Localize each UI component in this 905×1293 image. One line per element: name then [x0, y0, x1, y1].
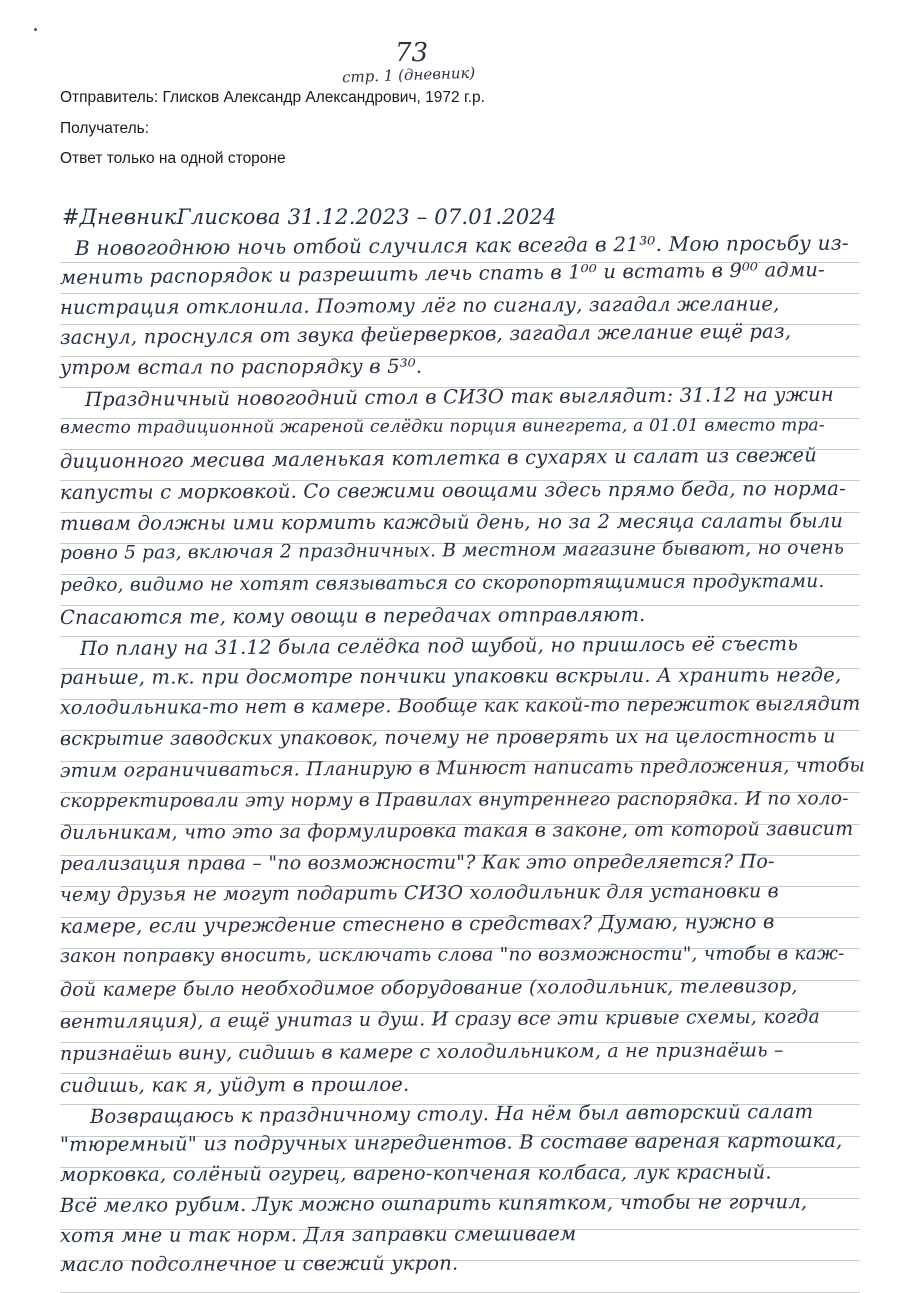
diary-line: заснул, проснулся от звука фейерверков, загадал желание ещё раз, — [59, 319, 792, 349]
diary-line: Спасаются те, кому овощи в передачах отправляют. — [59, 602, 646, 629]
diary-line: признаёшь вину, сидишь в камере с холодильником, а не признаёшь – — [59, 1039, 784, 1065]
diary-line: хотя мне и так норм. Для заправки смешиваем — [59, 1222, 577, 1247]
diary-line: утром встал по распорядку в 5³⁰. — [59, 354, 423, 379]
diary-line: масло подсолнечное и свежий укроп. — [59, 1251, 459, 1276]
diary-line: Праздничный новогодний стол в СИЗО так выглядит: 31.12 на ужин — [84, 382, 834, 411]
diary-line: тивам должны ими кормить каждый день, но за 2 месяца салаты были — [59, 509, 844, 535]
diary-line: морковка, солёный огурец, варено-копченая колбаса, лук красный. — [59, 1160, 772, 1186]
diary-line: реализация права – "по возможности"? Как это определяется? По- — [59, 850, 775, 875]
ruled-line — [60, 1292, 860, 1293]
diary-line: дой камере было необходимое оборудование (холодильник, телевизор, — [59, 975, 798, 1001]
diary-line: камере, если учреждение стеснено в средствах? Думаю, нужно в — [59, 910, 775, 938]
diary-line: диционного месива маленькая котлетка в сухарях и салат из свежей — [59, 443, 818, 473]
page-number: 73 — [395, 38, 429, 68]
reply-note-line: Ответ только на одной стороне — [60, 150, 286, 167]
page-note: стр. 1 (дневник) — [341, 63, 476, 87]
diary-line: скорректировали эту норму в Правилах внутреннего распорядка. И по холо- — [59, 788, 849, 812]
diary-line: капусты с морковкой. Со свежими овощами здесь прямо беда, по норма- — [59, 476, 846, 504]
diary-line: раньше, т.к. при досмотре пончики упаковки вскрыли. А хранить негде, — [59, 663, 842, 689]
diary-line: В новогоднюю ночь отбой случился как всегда в 21³⁰. Мою просьбу из- — [74, 230, 849, 260]
diary-line: редко, видимо не хотят связываться со скоропортящимися продуктами. — [59, 570, 825, 596]
diary-line: вместо традиционной жареной селёдки порция винегрета, а 01.01 вместо тра- — [59, 415, 825, 438]
diary-line: Всё мелко рубим. Лук можно ошпарить кипятком, чтобы не горчил, — [59, 1190, 808, 1217]
diary-line: нистрация отклонила. Поэтому лёг по сигналу, загадал желание, — [59, 292, 780, 319]
sender-line: Отправитель: Глисков Александр Александрович, 1972 г.р. — [60, 89, 485, 106]
scan-speck — [34, 28, 37, 31]
diary-line: "тюремный" из подручных ингредиентов. В составе вареная картошка, — [59, 1128, 843, 1156]
recipient-line: Получатель: — [60, 120, 150, 137]
diary-line: холодильника-то нет в камере. Вообще как какой-то пережиток выглядит — [59, 692, 861, 719]
diary-line: менить распорядок и разрешить лечь спать в 1⁰⁰ и встать в 9⁰⁰ адми- — [59, 257, 825, 289]
diary-line: сидишь, как я, уйдут в прошлое. — [59, 1072, 410, 1097]
diary-line: этим ограничиваться. Планирую в Минюст написать предложения, чтобы — [59, 754, 866, 782]
diary-line: ровно 5 раз, включая 2 праздничных. В местном магазине бывают, но очень — [59, 537, 845, 564]
diary-title: #ДневникГлискова 31.12.2023 – 07.01.2024 — [62, 205, 557, 229]
diary-line: По плану на 31.12 была селёдка под шубой, но пришлось её съесть — [79, 631, 799, 660]
diary-line: вентиляция), а ещё унитаз и душ. И сразу все эти кривые схемы, когда — [59, 1005, 821, 1033]
diary-line: чему друзья не могут подарить СИЗО холодильник для установки в — [59, 880, 779, 906]
diary-line: закон поправку вносить, исключать слова "по возможности", чтобы в каж- — [59, 943, 845, 967]
diary-line: Возвращаюсь к праздничному столу. На нём был авторский салат — [89, 1099, 814, 1128]
diary-line: вскрытие заводских упаковок, почему не проверять их на целостность и — [59, 725, 836, 750]
diary-line: дильникам, что это за формулировка такая в законе, от которой зависит — [59, 817, 854, 844]
